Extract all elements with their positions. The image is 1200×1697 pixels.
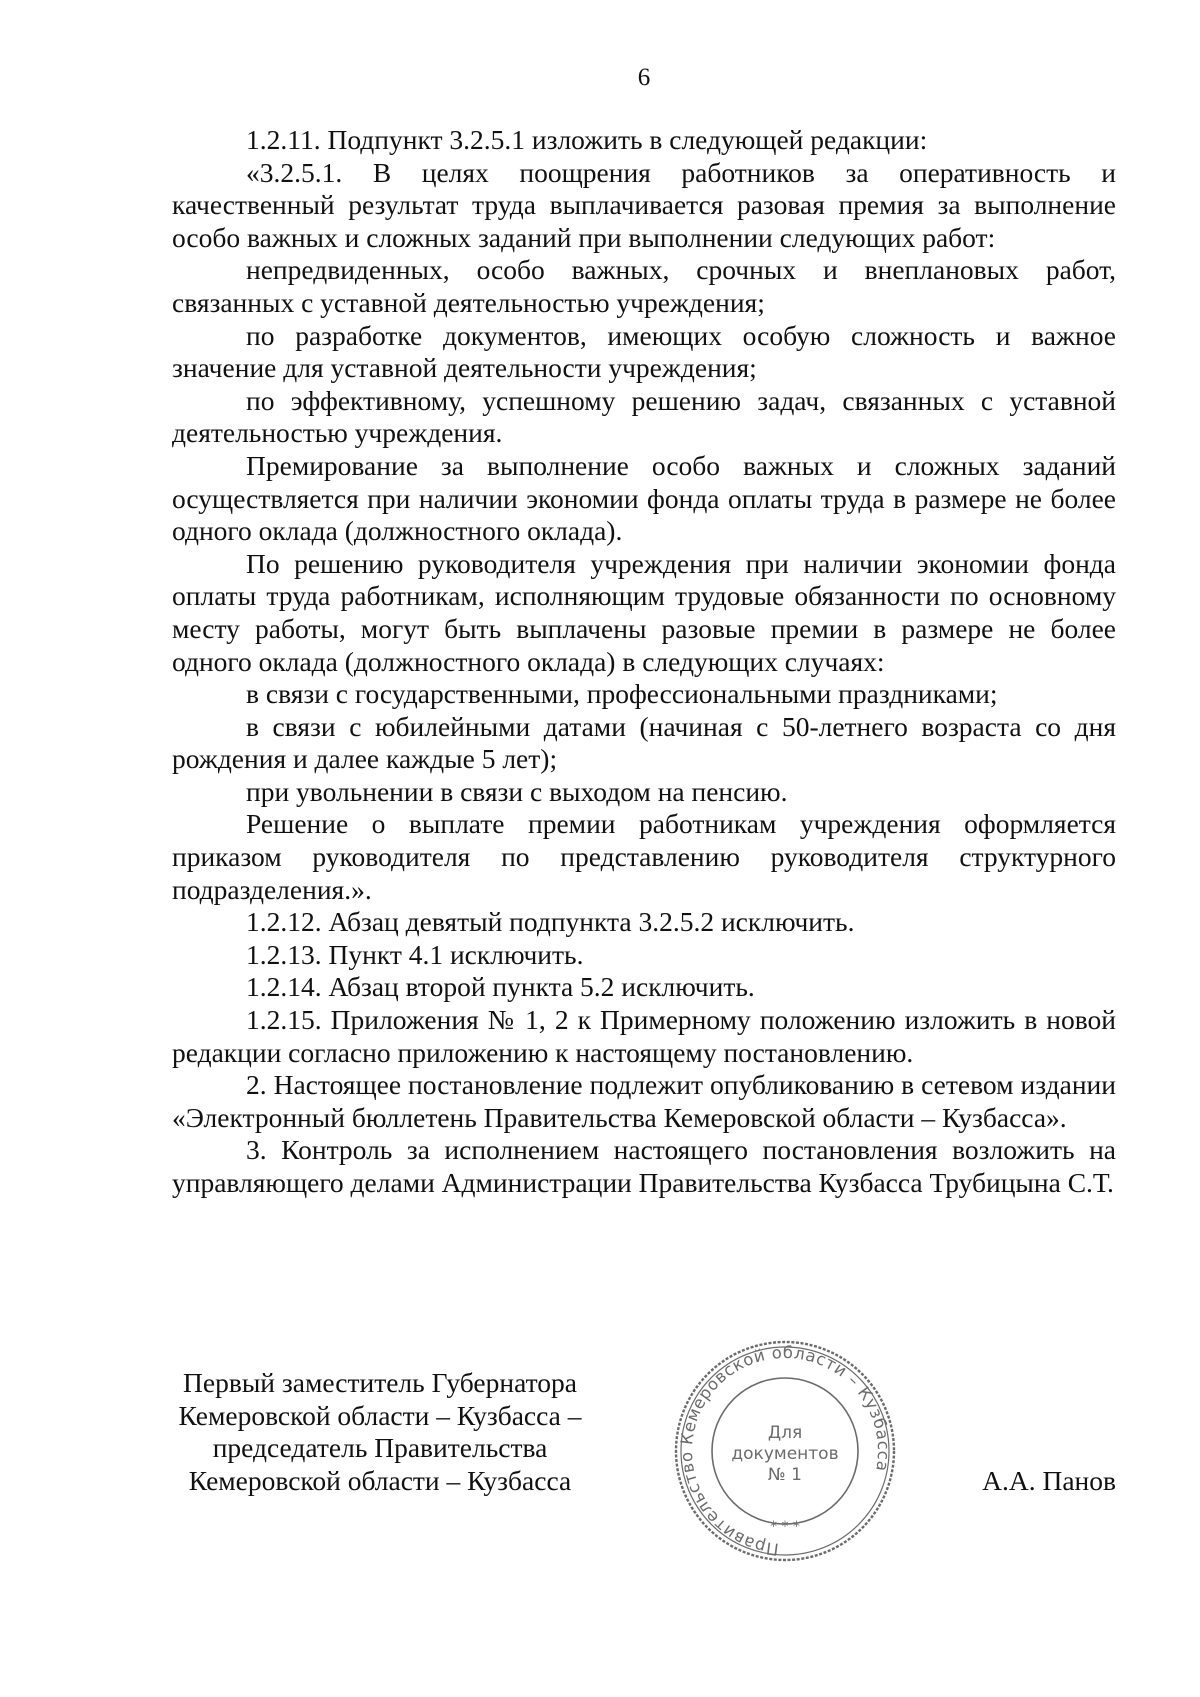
- paragraph-bonus-conditions: Премирование за выполнение особо важных и сложных заданий осуществляется при наличии экономии фонда оплаты труда в размере не более одного оклада (должностного оклада).: [172, 449, 1116, 547]
- signer-name: А.А. Панов: [982, 1465, 1116, 1496]
- list-item-unforeseen-works: непредвиденных, особо важных, срочных и внеплановых работ, связанных с уставной деятельностью учреждения;: [172, 254, 1116, 318]
- list-item-retirement: при увольнении в связи с выходом на пенсию.: [246, 775, 788, 807]
- list-item-documents-development: по разработке документов, имеющих особую сложность и важное значение для уставной деятельности учреждения;: [172, 319, 1116, 384]
- signer-title: [150, 1367, 610, 1497]
- paragraph-3-2-5-1: «3.2.5.1. В целях поощрения работников за оперативность и качественный результат труда выплачивается разовая премия за выполнение особо важных и сложных заданий при выполнении следующих работ:: [172, 156, 1116, 253]
- signer-title-line: Первый заместитель Губернатора: [183, 1367, 577, 1398]
- document-body: [172, 124, 1116, 1200]
- paragraph-one-time-bonus: По решению руководителя учреждения при наличии экономии фонда оплаты труда работникам, исполняющим трудовые обязанности по основному месту работы, могут быть выплачены разовые премии в размере не более одного оклада (должностного оклада) в следующих случаях:: [172, 547, 1116, 677]
- seal-center-line-3: № 1: [768, 1465, 802, 1485]
- paragraph-2-publication: 2. Настоящее постановление подлежит опубликованию в сетевом издании «Электронный бюллетень Правительства Кемеровской области – Кузбасса».: [172, 1069, 1116, 1133]
- seal-graphic: [672, 1338, 898, 1564]
- seal-ring-text: Правительство Кемеровской области – Кузбасса: [676, 1342, 894, 1559]
- seal-stars: * * *: [770, 1519, 800, 1535]
- paragraph-1-2-13: 1.2.13. Пункт 4.1 исключить.: [246, 938, 584, 970]
- paragraph-1-2-11: 1.2.11. Подпункт 3.2.5.1 изложить в следующей редакции:: [246, 124, 928, 155]
- signer-title-line: Кемеровской области – Кузбасса –: [178, 1399, 582, 1431]
- paragraph-bonus-decision: Решение о выплате премии работникам учреждения оформляется приказом руководителя по представлению руководителя структурного подразделения.».: [172, 808, 1116, 905]
- seal-center-line-2: документов: [731, 1444, 839, 1464]
- list-item-effective-solution: по эффективному, успешному решению задач, связанных с уставной деятельностью учреждения.: [172, 384, 1116, 449]
- list-item-anniversaries: в связи с юбилейными датами (начиная с 50-летнего возраста со дня рождения и далее каждые 5 лет);: [172, 710, 1116, 775]
- paragraph-1-2-14: 1.2.14. Абзац второй пункта 5.2 исключить.: [246, 971, 755, 1003]
- signer-title-line: Кемеровской области – Кузбасса: [188, 1464, 572, 1496]
- seal-center-line-1: Для: [767, 1423, 803, 1443]
- page-number: 6: [637, 64, 651, 91]
- official-seal: [672, 1338, 898, 1564]
- signer-title-line: председатель Правительства: [212, 1432, 548, 1464]
- list-item-holidays: в связи с государственными, профессиональными праздниками;: [246, 678, 998, 710]
- paragraph-3-control: 3. Контроль за исполнением настоящего постановления возложить на управляющего делами Администрации Правительства Кузбасса Трубицына С.Т.: [172, 1134, 1116, 1198]
- paragraph-1-2-15: 1.2.15. Приложения № 1, 2 к Примерному положению изложить в новой редакции согласно приложению к настоящему постановлению.: [172, 1004, 1116, 1068]
- paragraph-1-2-12: 1.2.12. Абзац девятый подпункта 3.2.5.2 исключить.: [246, 906, 855, 938]
